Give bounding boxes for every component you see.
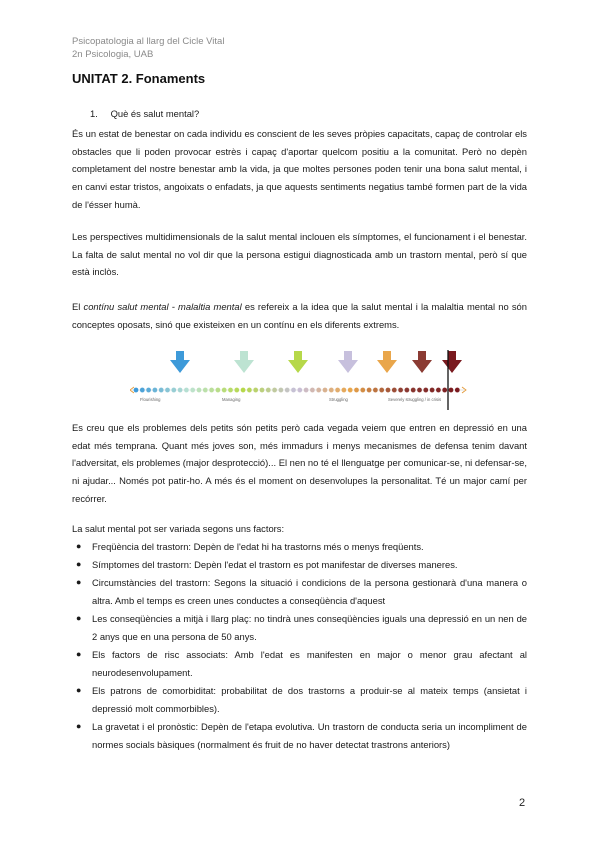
continuum-arrow-7 xyxy=(442,351,462,373)
mental-health-continuum-figure xyxy=(130,348,470,410)
continuum-bead xyxy=(379,387,384,392)
continuum-bead xyxy=(253,387,258,392)
bullet-icon: ● xyxy=(76,541,82,551)
continuum-bead xyxy=(259,387,264,392)
continuum-label-crisis: Severely struggling / in crisis xyxy=(388,397,442,402)
continuum-pre: El xyxy=(72,301,84,312)
continuum-bead xyxy=(272,387,277,392)
continuum-bead xyxy=(152,387,157,392)
bullet-icon: ● xyxy=(76,685,82,696)
continuum-bead xyxy=(448,387,453,392)
continuum-bead xyxy=(373,387,378,392)
continuum-bead xyxy=(234,387,239,392)
bullet-icon: ● xyxy=(76,559,82,570)
continuum-bead xyxy=(335,387,340,392)
continuum-bead xyxy=(310,387,315,392)
continuum-bead xyxy=(203,387,208,392)
continuum-bead xyxy=(430,387,435,392)
continuum-bead xyxy=(190,387,195,392)
continuum-bead xyxy=(146,387,151,392)
continuum-arrows xyxy=(170,351,462,373)
continuum-bead xyxy=(385,387,390,392)
section-heading xyxy=(90,108,199,119)
header-course: Psicopatologia al llarg del Cicle Vital xyxy=(72,36,225,47)
paragraph-perspectives: Les perspectives multidimensionals de la salut mental inclouen els símptomes, el funcionament i el benestar. La falta de salut mental no vol dir que la persona estigui diagnosticada amb un trastorn mental, però sí que està inclòs. xyxy=(72,231,527,278)
continuum-arrow-1 xyxy=(170,351,190,373)
factors-list xyxy=(72,538,527,754)
continuum-bead xyxy=(442,387,447,392)
continuum-bead xyxy=(360,387,365,392)
factor-text: Símptomes del trastorn: Depèn l'edat el trastorn es pot manifestar de diverses maneres. xyxy=(92,559,458,571)
continuum-bead xyxy=(417,387,422,392)
continuum-bead xyxy=(398,387,403,392)
continuum-label-struggling: Struggling xyxy=(329,397,348,402)
continuum-bead xyxy=(285,387,290,392)
list-item xyxy=(72,610,527,645)
continuum-label-managing: Managing xyxy=(222,397,241,402)
continuum-arrow-3 xyxy=(288,351,308,373)
bullet-icon: ● xyxy=(76,721,82,732)
continuum-bead xyxy=(178,387,183,392)
continuum-arrow-2 xyxy=(234,351,254,373)
continuum-bead xyxy=(159,387,164,392)
continuum-bead xyxy=(291,387,296,392)
factor-text: La gravetat i el pronòstic: Depèn de l'etapa evolutiva. Un trastorn de conducta seria un incompliment de normes socials bàsiques (normalment és fruit de no haver detectat trastrons anteriors) xyxy=(92,721,527,750)
page-number: 2 xyxy=(519,797,526,809)
factor-text: Freqüència del trastorn: Depèn de l'edat hi ha trastorns més o menys freqüents. xyxy=(92,541,424,552)
paragraph-continuum xyxy=(72,298,527,333)
bullet-icon: ● xyxy=(76,613,82,624)
continuum-label-flourishing: Flourishing xyxy=(140,397,161,402)
paragraph-factors-intro: La salut mental pot ser variada segons uns factors: xyxy=(72,523,285,534)
continuum-bead xyxy=(411,387,416,392)
page-header xyxy=(72,35,224,61)
bullet-icon: ● xyxy=(76,577,82,588)
continuum-arrow-4 xyxy=(338,351,358,373)
continuum-bead-line xyxy=(130,387,466,393)
continuum-arrow-6 xyxy=(412,351,432,373)
list-item xyxy=(72,646,527,681)
continuum-bead xyxy=(278,387,283,392)
factor-text: Els factors de risc associats: Amb l'edat es manifesten en major o menor grau afectant al neurodesenvolupament. xyxy=(92,649,527,678)
continuum-bead xyxy=(367,387,372,392)
continuum-bead xyxy=(455,387,460,392)
header-degree: 2n Psicologia, UAB xyxy=(72,49,154,60)
continuum-post: es refereix a la idea que la salut mental i la malaltia mental no són conceptes oposats, sinó que existeixen en un contínu en els diferents extrems. xyxy=(72,301,527,330)
continuum-bead xyxy=(247,387,252,392)
continuum-bead xyxy=(354,387,359,392)
factor-text: Les conseqüències a mitjà i llarg plaç: no tindrà unes conseqüències iguals una depressió en un nen de 2 anys que en una persona de 50 anys. xyxy=(92,613,527,643)
continuum-bead xyxy=(184,387,189,392)
list-item xyxy=(72,718,527,753)
continuum-bead xyxy=(348,387,353,392)
continuum-bead xyxy=(316,387,321,392)
unit-title: UNITAT 2. Fonaments xyxy=(72,71,206,86)
continuum-bead xyxy=(423,387,428,392)
list-item xyxy=(72,574,527,609)
continuum-bead xyxy=(392,387,397,392)
list-item xyxy=(72,538,527,556)
continuum-bead xyxy=(215,387,220,392)
continuum-bead xyxy=(228,387,233,392)
list-item xyxy=(72,556,527,574)
continuum-bead xyxy=(404,387,409,392)
continuum-arrow-5 xyxy=(377,351,397,373)
continuum-bead xyxy=(322,387,327,392)
continuum-bead xyxy=(341,387,346,392)
factor-text: Circumstàncies del trastorn: Segons la situació i condicions de la persona gestionarà d'una manera o altra. Amb el temps es creen unes conductes a conseqüència d'aquest xyxy=(92,577,527,607)
continuum-bead xyxy=(140,387,145,392)
continuum-bead xyxy=(266,387,271,392)
continuum-term: contínu salut mental - malaltia mental xyxy=(83,301,242,312)
continuum-bead xyxy=(329,387,334,392)
continuum-bead xyxy=(196,387,201,392)
continuum-bead xyxy=(133,387,138,392)
continuum-bead xyxy=(165,387,170,392)
section-number: 1. xyxy=(90,108,98,119)
continuum-bead xyxy=(304,387,309,392)
paragraph-children: Es creu que els problemes dels petits són petits però cada vegada veiem que entren en depressió en una edat més temprana. Quant més joves son, més immadurs i menys mecanismes de defensa tenim davant l'adversitat, els problemes (major desprotecció)... El nen no té el llenguatge per comunicar-se, ni defensar-se, ni ajudar... Només pot patir-ho. A més és el moment on desenvolupes la personalitat. Té un major camí per recórrer. xyxy=(72,422,527,504)
continuum-bead xyxy=(436,387,441,392)
continuum-bead xyxy=(297,387,302,392)
section-title: Què és salut mental? xyxy=(110,108,200,119)
bullet-icon: ● xyxy=(76,649,82,660)
continuum-bead xyxy=(171,387,176,392)
continuum-bead xyxy=(241,387,246,392)
factor-text: Els patrons de comorbiditat: probabilitat de dos trastorns a produir-se al mateix temps (ansietat i depressió molt commorbibles). xyxy=(92,685,527,714)
continuum-bead xyxy=(222,387,227,392)
paragraph-definition: És un estat de benestar on cada individu es conscient de les seves pròpies capacitats, capaç de controlar els obstacles que li poden provocar estrès i capaç d'aportar quelcom positiu a la comunitat. Però no depèn completament del nostre benestar amb la vida, ja que moltes persones poden tenir una bona salut mental, i en canvi estar tristos, angoixats o enfadats, ja que aquests sentiments negatius també formen part de la vida de l'ésser humà. xyxy=(72,128,527,210)
list-item xyxy=(72,682,527,717)
continuum-bead xyxy=(209,387,214,392)
